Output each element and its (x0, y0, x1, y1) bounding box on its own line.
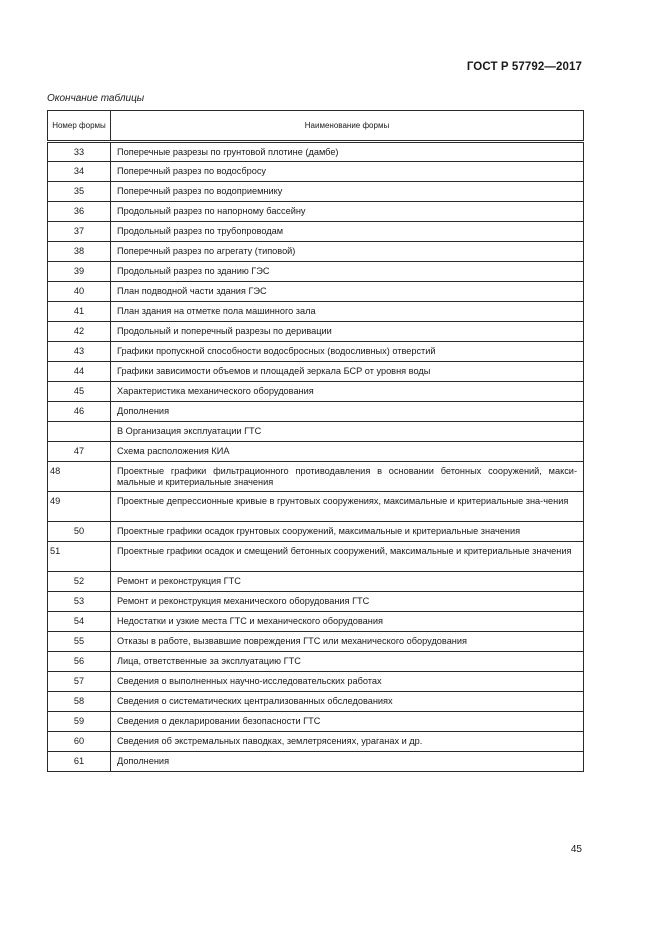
table-row (48, 572, 584, 592)
table-row (48, 712, 584, 732)
table-row (48, 282, 584, 302)
form-number: 37 (48, 222, 111, 242)
table-row (48, 342, 584, 362)
table-row (48, 652, 584, 672)
form-name: Продольный разрез по зданию ГЭС (111, 262, 584, 282)
form-number: 34 (48, 162, 111, 182)
table-row (48, 612, 584, 632)
form-number: 45 (48, 382, 111, 402)
table-row (48, 202, 584, 222)
document-code: ГОСТ Р 57792—2017 (466, 61, 582, 73)
form-number: 40 (48, 282, 111, 302)
form-number: 51 (48, 542, 111, 572)
form-number: 50 (48, 522, 111, 542)
forms-table (47, 110, 584, 772)
form-name: Продольный разрез по трубопроводам (111, 222, 584, 242)
table-row (48, 362, 584, 382)
table-row (48, 382, 584, 402)
form-number: 48 (48, 462, 111, 492)
form-name: Сведения о выполненных научно-исследовательских работах (111, 672, 584, 692)
form-name: Графики пропускной способности водосбросных (водосливных) отверстий (111, 342, 584, 362)
form-name: План здания на отметке пола машинного зала (111, 302, 584, 322)
form-number: 36 (48, 202, 111, 222)
table-caption: Окончание таблицы (47, 93, 145, 104)
form-name: Лица, ответственные за эксплуатацию ГТС (111, 652, 584, 672)
form-number: 44 (48, 362, 111, 382)
table-row (48, 672, 584, 692)
form-name: Недостатки и узкие места ГТС и механического оборудования (111, 612, 584, 632)
form-number: 61 (48, 752, 111, 772)
form-number: 57 (48, 672, 111, 692)
form-number: 33 (48, 142, 111, 162)
form-number: 59 (48, 712, 111, 732)
table-row (48, 492, 584, 522)
table-row (48, 462, 584, 492)
form-number: 49 (48, 492, 111, 522)
form-name: Сведения об экстремальных паводках, землетрясениях, ураганах и др. (111, 732, 584, 752)
column-header-name: Наименование формы (111, 111, 584, 142)
form-number: 60 (48, 732, 111, 752)
form-number: 52 (48, 572, 111, 592)
table-row (48, 632, 584, 652)
form-number (48, 422, 111, 442)
form-name: Продольный и поперечный разрезы по деривации (111, 322, 584, 342)
form-name: Сведения о декларировании безопасности ГТС (111, 712, 584, 732)
table-row (48, 142, 584, 162)
form-name: Схема расположения КИА (111, 442, 584, 462)
form-number: 35 (48, 182, 111, 202)
form-name: Дополнения (111, 402, 584, 422)
form-number: 38 (48, 242, 111, 262)
table-row (48, 262, 584, 282)
table-row (48, 522, 584, 542)
table-row (48, 302, 584, 322)
form-name: Дополнения (111, 752, 584, 772)
form-name: Проектные графики осадок грунтовых сооружений, максимальные и критериальные значения (111, 522, 584, 542)
form-name: Ремонт и реконструкция механического оборудования ГТС (111, 592, 584, 612)
table-row (48, 242, 584, 262)
form-number: 56 (48, 652, 111, 672)
form-name: Ремонт и реконструкция ГТС (111, 572, 584, 592)
form-name: Продольный разрез по напорному бассейну (111, 202, 584, 222)
form-number: 46 (48, 402, 111, 422)
page-number: 45 (570, 844, 582, 855)
form-name: Проектные графики фильтрационного противодавления в основании бетонных сооружений, макси-мальные и критериальные значения (111, 462, 584, 492)
table-row (48, 162, 584, 182)
table-row (48, 592, 584, 612)
form-name: Характеристика механического оборудования (111, 382, 584, 402)
form-name: Поперечные разрезы по грунтовой плотине (дамбе) (111, 142, 584, 162)
form-number: 42 (48, 322, 111, 342)
form-number: 54 (48, 612, 111, 632)
form-name: Сведения о систематических централизованных обследованиях (111, 692, 584, 712)
form-name: В Организация эксплуатации ГТС (111, 422, 584, 442)
form-name: Поперечный разрез по водосбросу (111, 162, 584, 182)
form-number: 39 (48, 262, 111, 282)
table-row (48, 422, 584, 442)
table-row (48, 732, 584, 752)
table-row (48, 542, 584, 572)
table-row (48, 752, 584, 772)
table-row (48, 692, 584, 712)
form-number: 58 (48, 692, 111, 712)
form-number: 55 (48, 632, 111, 652)
form-number: 47 (48, 442, 111, 462)
form-number: 53 (48, 592, 111, 612)
table-header-row (48, 111, 584, 142)
form-number: 43 (48, 342, 111, 362)
table-row (48, 222, 584, 242)
table-row (48, 322, 584, 342)
form-name: Графики зависимости объемов и площадей зеркала БСР от уровня воды (111, 362, 584, 382)
table-row (48, 442, 584, 462)
form-name: План подводной части здания ГЭС (111, 282, 584, 302)
form-name: Отказы в работе, вызвавшие повреждения ГТС или механического оборудования (111, 632, 584, 652)
form-name: Поперечный разрез по агрегату (типовой) (111, 242, 584, 262)
form-name: Проектные графики осадок и смещений бетонных сооружений, максимальные и критериальные значения (111, 542, 584, 572)
column-header-number: Номер формы (48, 111, 111, 142)
table-row (48, 402, 584, 422)
form-name: Поперечный разрез по водоприемнику (111, 182, 584, 202)
table-row (48, 182, 584, 202)
table-body (48, 142, 584, 772)
form-number: 41 (48, 302, 111, 322)
form-name: Проектные депрессионные кривые в грунтовых сооружениях, максимальные и критериальные зна-чения (111, 492, 584, 522)
